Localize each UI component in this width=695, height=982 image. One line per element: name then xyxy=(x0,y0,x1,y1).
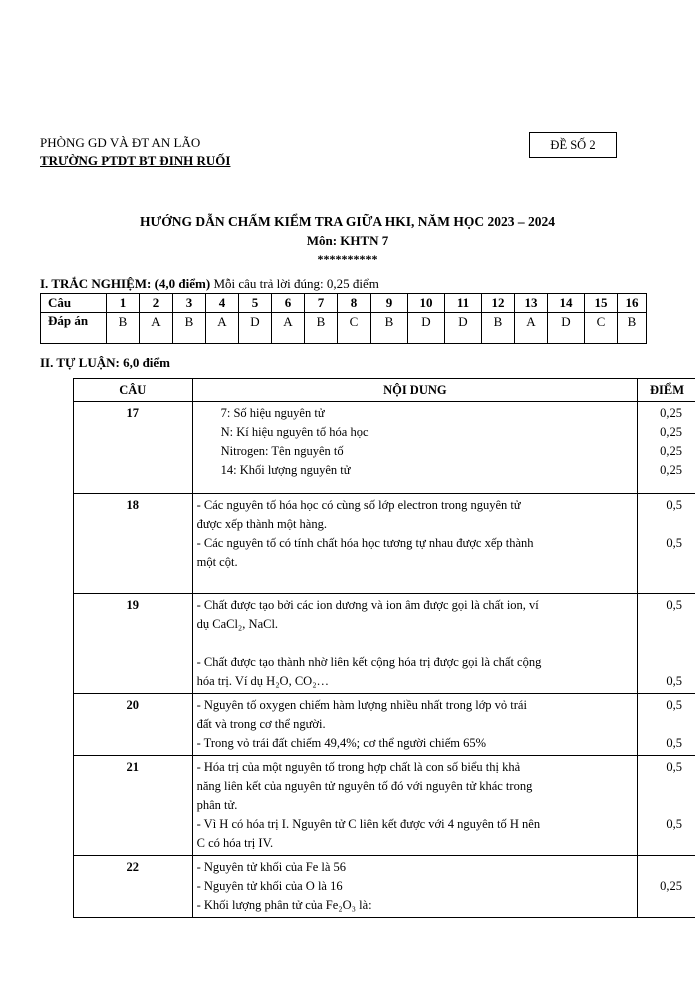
question-number: 19 xyxy=(74,594,193,694)
content-line: - Trong vỏ trái đất chiếm 49,4%; cơ thể người chiếm 65% xyxy=(196,736,487,750)
answer-cell: D xyxy=(445,313,482,344)
department-name: PHÒNG GD VÀ ĐT AN LÃO xyxy=(40,135,201,150)
points-value xyxy=(638,796,682,815)
content-line: - Các nguyên tố hóa học có cùng số lớp electron trong nguyên tử xyxy=(196,498,521,512)
content-line: phân tử. xyxy=(196,798,238,812)
essay-row xyxy=(74,856,695,918)
answer-row-label: Đáp án xyxy=(41,313,107,344)
answer-content xyxy=(192,856,637,918)
points-value xyxy=(638,715,682,734)
answer-content xyxy=(192,694,637,756)
points-cell xyxy=(638,494,695,594)
question-number: 22 xyxy=(74,856,193,918)
question-number-cell: 13 xyxy=(515,294,548,313)
points-value: 0,5 xyxy=(666,598,682,612)
col-header-diem: ĐIỂM xyxy=(638,379,695,402)
points-value xyxy=(638,896,682,915)
title-stars: ********** xyxy=(317,252,378,266)
points-value: 0,25 xyxy=(660,406,682,420)
question-number: 18 xyxy=(74,494,193,594)
points-value xyxy=(638,777,682,796)
answer-cell: B xyxy=(107,313,140,344)
question-row xyxy=(41,294,647,313)
question-number-cell: 3 xyxy=(173,294,206,313)
points-cell xyxy=(638,856,695,918)
content-line: 14: Khối lượng nguyên tử xyxy=(220,463,351,477)
answer-cell: D xyxy=(548,313,585,344)
question-number-cell: 9 xyxy=(371,294,408,313)
points-value xyxy=(638,634,682,653)
points-value xyxy=(638,553,682,572)
content-line: năng liên kết của nguyên tử nguyên tố đó với nguyên tử khác trong xyxy=(196,779,533,793)
points-value: 0,5 xyxy=(666,674,682,688)
points-value: 0,5 xyxy=(666,536,682,550)
answer-cell: B xyxy=(371,313,408,344)
answer-cell: D xyxy=(239,313,272,344)
answer-table xyxy=(40,293,647,344)
page-title: HƯỚNG DẪN CHẤM KIỂM TRA GIỮA HKI, NĂM HỌC 2023 – 2024 xyxy=(140,214,555,229)
essay-header-row xyxy=(74,379,695,402)
points-value: 0,5 xyxy=(666,817,682,831)
content-line: được xếp thành một hàng. xyxy=(196,517,327,531)
answer-row xyxy=(41,313,647,344)
section2-heading: II. TỰ LUẬN: 6,0 điểm xyxy=(40,355,171,370)
points-cell xyxy=(638,756,695,856)
answer-content xyxy=(192,756,637,856)
answer-cell: A xyxy=(140,313,173,344)
points-value: 0,5 xyxy=(666,736,682,750)
answer-cell: C xyxy=(585,313,618,344)
essay-row xyxy=(74,494,695,594)
question-number-cell: 2 xyxy=(140,294,173,313)
points-value xyxy=(638,858,682,877)
content-line: - Hóa trị của một nguyên tố trong hợp chất là con số biểu thị khả xyxy=(196,760,521,774)
question-number-cell: 16 xyxy=(618,294,647,313)
points-value: 0,5 xyxy=(666,698,682,712)
points-value: 0,25 xyxy=(660,463,682,477)
question-number: 17 xyxy=(74,402,193,494)
question-number-cell: 14 xyxy=(548,294,585,313)
content-line: C có hóa trị IV. xyxy=(196,836,274,850)
content-line: hóa trị. Ví dụ H₂O, CO₂… xyxy=(196,674,330,688)
answer-content xyxy=(192,494,637,594)
subject-title: Môn: KHTN 7 xyxy=(306,233,389,248)
content-line: đất và trong cơ thể người. xyxy=(196,717,326,731)
section1-heading-bold: I. TRẮC NGHIỆM: (4,0 điểm) xyxy=(40,276,211,291)
answer-content xyxy=(192,594,637,694)
points-value: 0,5 xyxy=(666,760,682,774)
question-row-label: Câu xyxy=(41,294,107,313)
question-number-cell: 1 xyxy=(107,294,140,313)
answer-cell: B xyxy=(618,313,647,344)
answer-cell: B xyxy=(305,313,338,344)
question-number-cell: 8 xyxy=(338,294,371,313)
answer-cell: C xyxy=(338,313,371,344)
content-line: - Nguyên tố oxygen chiếm hàm lượng nhiều nhất trong lớp vỏ trái xyxy=(196,698,527,712)
points-value xyxy=(638,515,682,534)
points-value: 0,25 xyxy=(660,879,682,893)
question-number: 21 xyxy=(74,756,193,856)
essay-row xyxy=(74,694,695,756)
answer-cell: A xyxy=(206,313,239,344)
question-number-cell: 4 xyxy=(206,294,239,313)
points-value xyxy=(638,615,682,634)
header-block xyxy=(40,134,230,170)
answer-cell: A xyxy=(515,313,548,344)
question-number-cell: 10 xyxy=(408,294,445,313)
points-value: 0,25 xyxy=(660,444,682,458)
content-line: - Các nguyên tố có tính chất hóa học tương tự nhau được xếp thành xyxy=(196,536,534,550)
question-number-cell: 11 xyxy=(445,294,482,313)
essay-row xyxy=(74,594,695,694)
content-line: một cột. xyxy=(196,555,238,569)
points-value: 0,25 xyxy=(660,425,682,439)
points-value xyxy=(638,653,682,672)
content-line: - Chất được tạo thành nhờ liên kết cộng hóa trị được gọi là chất cộng xyxy=(196,655,542,669)
content-line: 7: Số hiệu nguyên tử xyxy=(220,406,325,420)
points-value: 0,5 xyxy=(666,498,682,512)
question-number: 20 xyxy=(74,694,193,756)
content-line: dụ CaCl₂, NaCl. xyxy=(196,617,279,631)
answer-content xyxy=(192,402,637,494)
points-cell xyxy=(638,594,695,694)
content-line: - Nguyên tử khối của Fe là 56 xyxy=(196,860,347,874)
points-value xyxy=(638,834,682,853)
essay-row xyxy=(74,756,695,856)
content-line: N: Kí hiệu nguyên tố hóa học xyxy=(220,425,369,439)
question-number-cell: 7 xyxy=(305,294,338,313)
points-cell xyxy=(638,402,695,494)
col-header-noidung: NỘI DUNG xyxy=(192,379,637,402)
content-line: Nitrogen: Tên nguyên tố xyxy=(220,444,344,458)
section1-heading-note: Mỗi câu trả lời đúng: 0,25 điểm xyxy=(210,276,379,291)
question-number-cell: 5 xyxy=(239,294,272,313)
answer-cell: B xyxy=(482,313,515,344)
col-header-cau: CÂU xyxy=(74,379,193,402)
content-line: - Nguyên tử khối của O là 16 xyxy=(196,879,343,893)
answer-cell: A xyxy=(272,313,305,344)
essay-row xyxy=(74,402,695,494)
content-line: - Vì H có hóa trị I. Nguyên tử C liên kết được với 4 nguyên tố H nên xyxy=(196,817,541,831)
content-line: - Chất được tạo bởi các ion dương và ion âm được gọi là chất ion, ví xyxy=(196,598,539,612)
essay-table xyxy=(73,378,695,918)
question-number-cell: 6 xyxy=(272,294,305,313)
content-line xyxy=(197,634,633,653)
answer-cell: D xyxy=(408,313,445,344)
section1-heading xyxy=(40,276,379,292)
question-number-cell: 15 xyxy=(585,294,618,313)
exam-code-box: ĐỀ SỐ 2 xyxy=(529,132,617,158)
question-number-cell: 12 xyxy=(482,294,515,313)
answer-cell: B xyxy=(173,313,206,344)
content-line: - Khối lượng phân tử của Fe₂O₃ là: xyxy=(196,898,372,912)
points-cell xyxy=(638,694,695,756)
school-name: TRƯỜNG PTDT BT ĐINH RUỐI xyxy=(40,153,231,168)
